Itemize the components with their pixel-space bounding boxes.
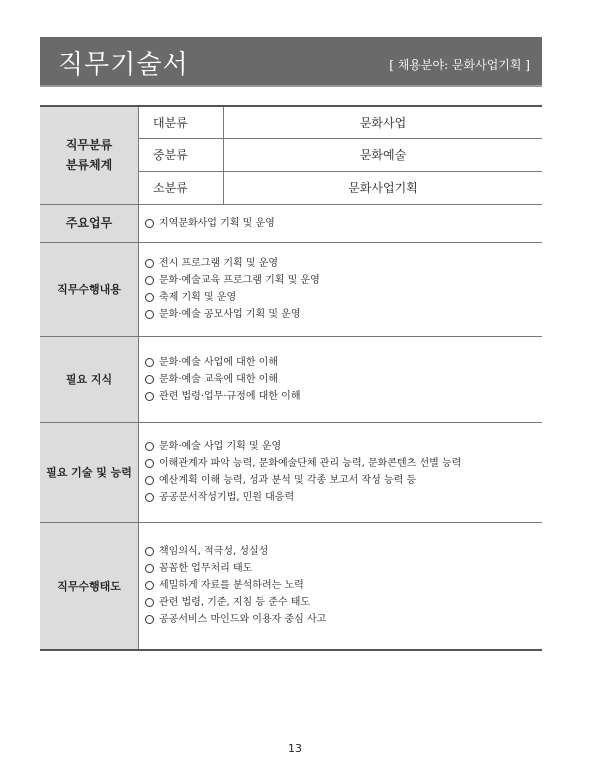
page-header: [40, 37, 542, 87]
list-item-text: 공공문서작성기법, 민원 대응력: [159, 492, 295, 503]
list-item: [145, 371, 536, 388]
list-item: [145, 255, 536, 272]
list-item: [145, 472, 536, 489]
circle-bullet-icon: [145, 293, 154, 302]
job-description-table: [40, 105, 542, 651]
page-number: 13: [288, 742, 302, 755]
list-item-text: 문화·예술교육 프로그램 기획 및 운영: [159, 275, 320, 286]
list-item-text: 문화·예술 교육에 대한 이해: [159, 373, 278, 385]
section-label: 주요업무: [40, 204, 139, 242]
list-item: [145, 577, 536, 594]
classification-label-line2: 분류체계: [65, 158, 113, 173]
circle-bullet-icon: [145, 547, 154, 556]
main-duties-row: [40, 204, 542, 242]
required-skills-row: [40, 422, 542, 522]
section-content: [139, 242, 543, 336]
list-item-text: 문화·예술 공모사업 기획 및 운영: [159, 309, 301, 320]
recruitment-field: [ 채용분야: 문화사업기획 ]: [389, 58, 530, 72]
circle-bullet-icon: [145, 310, 154, 319]
list-item-text: 지역문화사업 기획 및 운영: [159, 217, 275, 229]
list-item-text: 이해관계자 파악 능력, 문화예술단체 관리 능력, 문화콘텐츠 선별 능력: [159, 458, 462, 469]
job-tasks-row: [40, 242, 542, 336]
classification-level: 소분류: [139, 171, 224, 204]
circle-bullet-icon: [145, 615, 154, 624]
list-item: [145, 215, 536, 232]
circle-bullet-icon: [145, 219, 154, 228]
classification-level: 중분류: [139, 138, 224, 171]
circle-bullet-icon: [145, 358, 154, 367]
section-content: [139, 422, 543, 522]
circle-bullet-icon: [145, 392, 154, 401]
list-item-text: 공공서비스 마인드와 이용자 중심 사고: [159, 614, 327, 626]
list-item: [145, 455, 536, 472]
list-item: [145, 489, 536, 506]
list-item-text: 전시 프로그램 기획 및 운영: [159, 258, 278, 269]
section-label: 직무수행내용: [40, 242, 139, 336]
circle-bullet-icon: [145, 476, 154, 485]
list-item-text: 관련 법령, 기준, 지침 등 준수 태도: [159, 597, 311, 609]
list-item: [145, 560, 536, 577]
section-label: 필요 기술 및 능력: [40, 422, 139, 522]
section-content: [139, 522, 543, 650]
section-label: 필요 지식: [40, 336, 139, 422]
list-item: [145, 289, 536, 306]
circle-bullet-icon: [145, 493, 154, 502]
classification-label-line1: 직무분류: [65, 138, 113, 153]
classification-row: [40, 106, 542, 138]
list-item: [145, 354, 536, 371]
circle-bullet-icon: [145, 375, 154, 384]
classification-value: 문화사업기획: [224, 171, 543, 204]
classification-label: [40, 106, 139, 204]
circle-bullet-icon: [145, 259, 154, 268]
circle-bullet-icon: [145, 564, 154, 573]
list-item: [145, 272, 536, 289]
list-item: [145, 388, 536, 405]
list-item-text: 예산계획 이해 능력, 성과 분석 및 각종 보고서 작성 능력 등: [159, 475, 417, 486]
list-item-text: 문화·예술 사업에 대한 이해: [159, 356, 278, 368]
list-item: [145, 438, 536, 455]
circle-bullet-icon: [145, 442, 154, 451]
list-item-text: 책임의식, 적극성, 성실성: [159, 546, 269, 558]
list-item: [145, 306, 536, 323]
list-item-text: 꼼꼼한 업무처리 태도: [159, 563, 253, 575]
page-title: 직무기술서: [58, 50, 189, 80]
list-item-text: 관련 법령·업무·규정에 대한 이해: [159, 390, 301, 402]
section-label: 직무수행태도: [40, 522, 139, 650]
section-content: [139, 336, 543, 422]
circle-bullet-icon: [145, 276, 154, 285]
list-item-text: 축제 기획 및 운영: [159, 292, 237, 303]
work-attitude-row: [40, 522, 542, 650]
classification-value: 문화예술: [224, 138, 543, 171]
classification-value: 문화사업: [224, 106, 543, 138]
circle-bullet-icon: [145, 598, 154, 607]
list-item-text: 세밀하게 자료를 분석하려는 노력: [159, 580, 304, 592]
list-item: [145, 594, 536, 611]
section-content: [139, 204, 543, 242]
circle-bullet-icon: [145, 581, 154, 590]
list-item: [145, 543, 536, 560]
list-item-text: 문화·예술 사업 기획 및 운영: [159, 441, 282, 452]
circle-bullet-icon: [145, 459, 154, 468]
required-knowledge-row: [40, 336, 542, 422]
list-item: [145, 611, 536, 628]
classification-level: 대분류: [139, 106, 224, 138]
